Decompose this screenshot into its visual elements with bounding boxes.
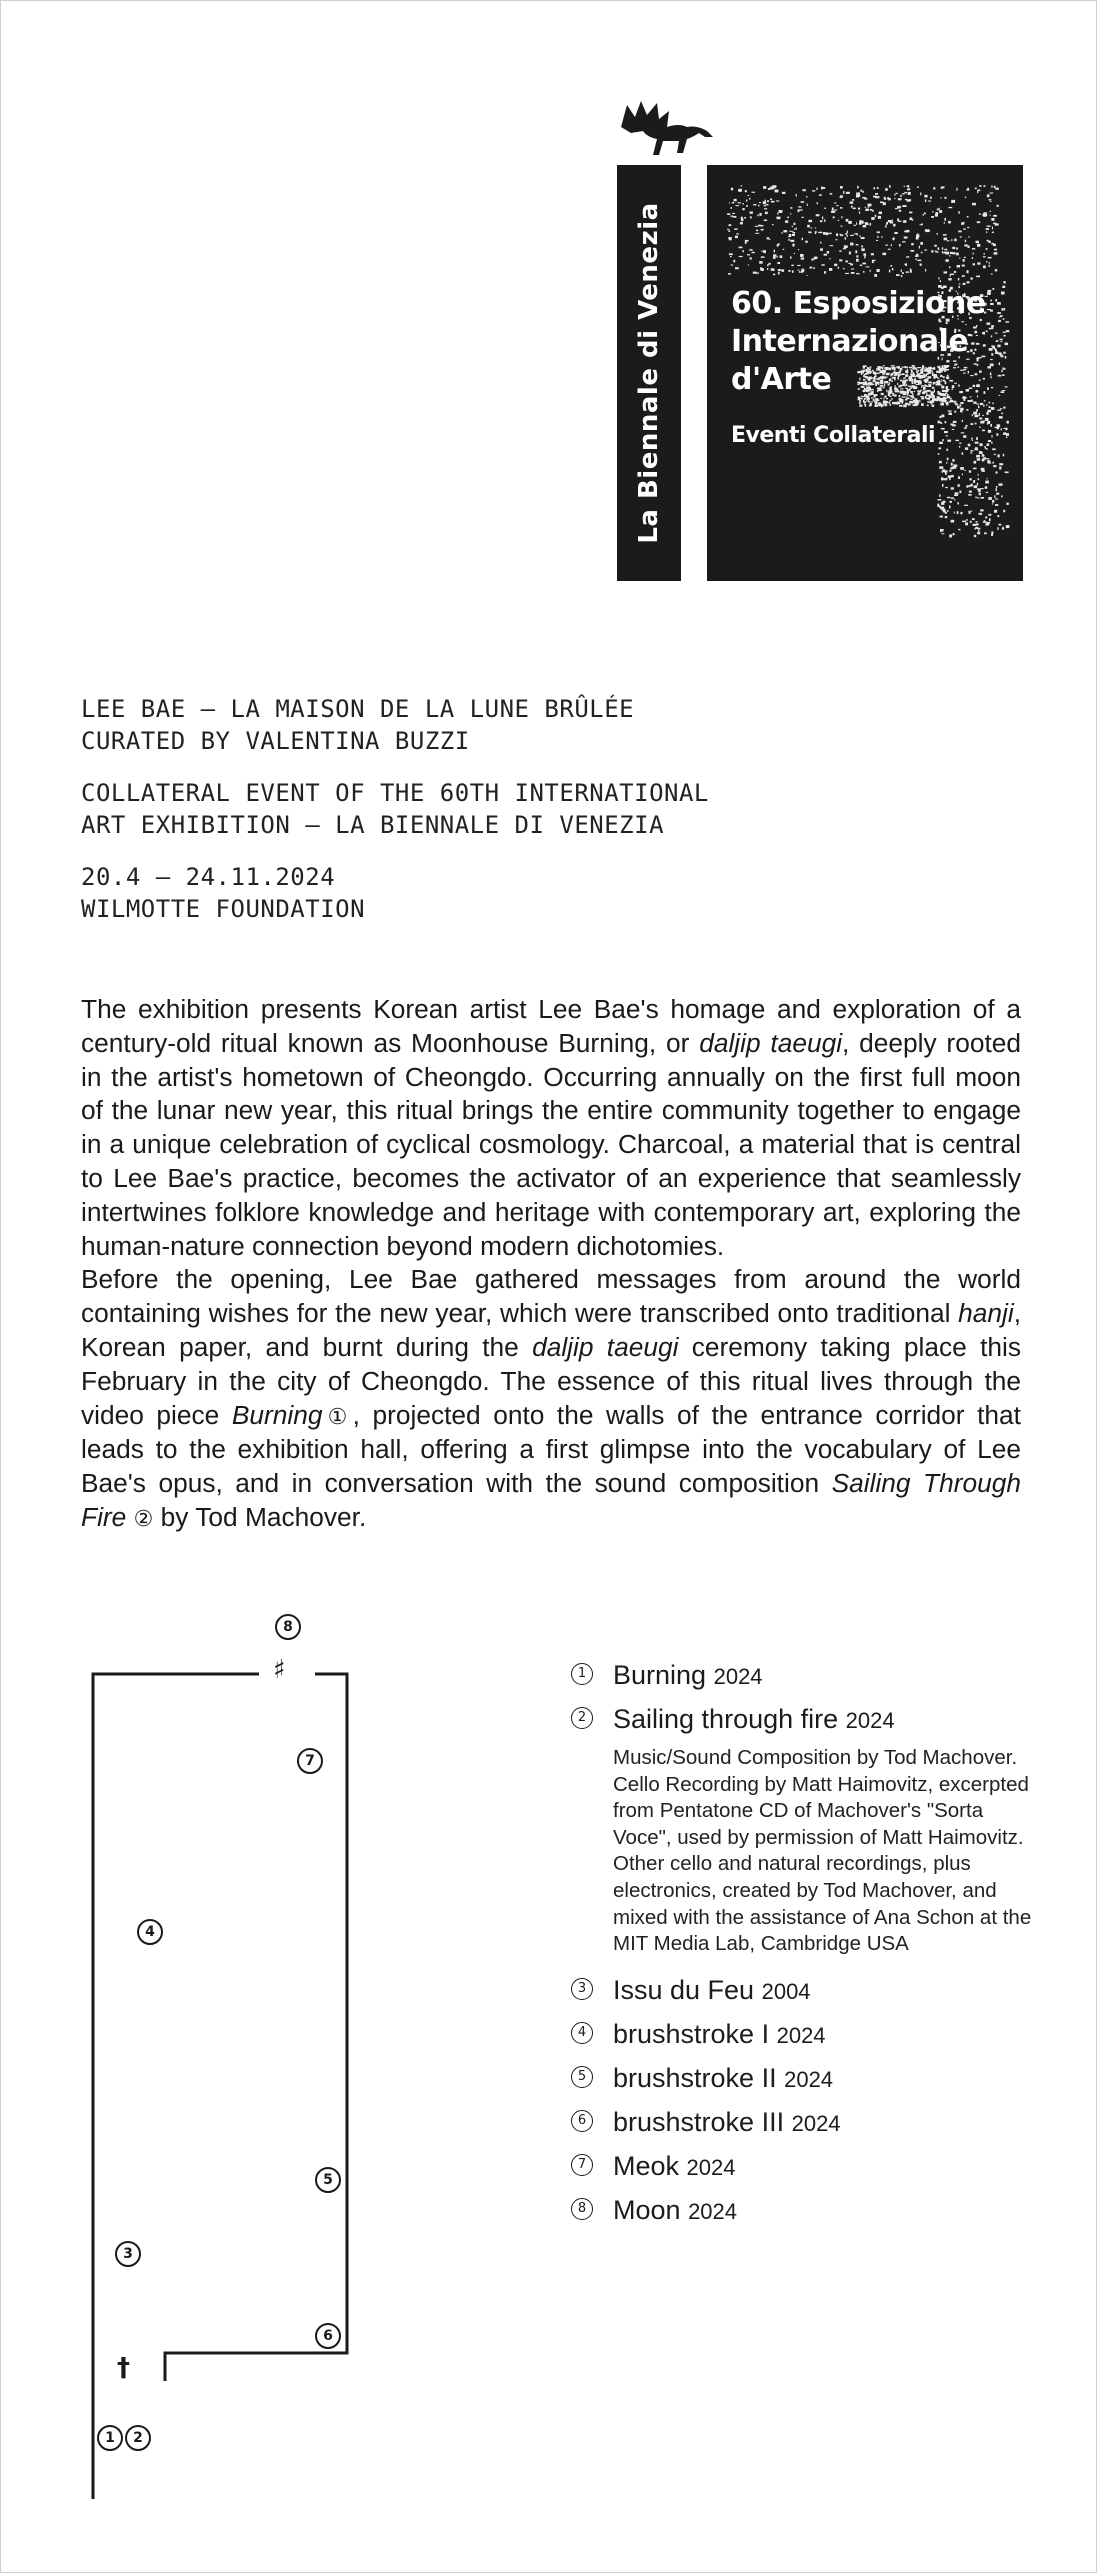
marker-8: 8: [275, 1614, 301, 1640]
biennale-vertical-bar: [617, 165, 681, 581]
marker-2: 2: [125, 2425, 151, 2451]
title-block: [81, 693, 634, 757]
legend-number: 7: [571, 2154, 593, 2176]
date-range: 20.4 – 24.11.2024: [81, 863, 336, 891]
floor-plan: [1, 1561, 401, 2521]
legend-item: 8 Moon 2024: [569, 2192, 1029, 2236]
sound-credit: Music/Sound Composition by Tod Machover. Cello Recording by Matt Haimovitz, excerpted from Pentatone CD of Machover's "Sorta Voce", used by permission of Matt Haimovitz. Other cello and natural recordings, plus electronics, created by Tod Machover, and mixed with the assistance of Ana Schon at the MIT Media Lab, Cambridge USA: [613, 1746, 1032, 1956]
exhibition-title: LEE BAE – LA MAISON DE LA LUNE BRÛLÉE: [81, 695, 635, 723]
venue: WILMOTTE FOUNDATION: [81, 895, 366, 923]
legend-item: 2 Sailing through fire 2024: [569, 1701, 1029, 1745]
description-text: [81, 993, 1021, 1536]
legend-item: 1 Burning 2024: [569, 1657, 1029, 1701]
marker-7: 7: [297, 1748, 323, 1774]
date-block: [81, 861, 365, 925]
event-line-2: ART EXHIBITION – LA BIENNALE DI VENEZIA: [81, 811, 665, 839]
artwork-legend: [569, 1657, 1032, 2236]
legend-number: 2: [571, 1707, 593, 1729]
entrance-mark-bottom: †: [117, 2353, 130, 2383]
event-block: [81, 777, 709, 841]
legend-number: 1: [571, 1663, 593, 1685]
legend-number: 3: [571, 1978, 593, 2000]
badge-subtitle: Eventi Collaterali: [731, 423, 936, 448]
marker-1: 1: [97, 2425, 123, 2451]
biennale-name: La Biennale di Venezia: [634, 202, 664, 544]
winged-lion-icon: [617, 97, 717, 161]
exhibition-badge: [707, 165, 1023, 581]
legend-number: 8: [571, 2198, 593, 2220]
paragraph-2: Before the opening, Lee Bae gathered messages from around the world containing wishes for the new year, which were transcribed onto traditional hanji, Korean paper, and burnt during the daljip taeugi ceremony taking place this February in the city of Cheongdo. The essence of this ritual lives through the video piece Burning①, projected onto the walls of the entrance corridor that leads to the exhibition hall, offering a first glimpse into the vocabulary of Lee Bae's opus, and in conversation with the sound composition Sailing Through Fire ② by Tod Machover.: [81, 1264, 1021, 1532]
legend-item: 7 Meok 2024: [569, 2148, 1029, 2192]
floor-plan-walls: [1, 1561, 401, 2521]
curator-line: CURATED BY VALENTINA BUZZI: [81, 727, 470, 755]
badge-title: 60. Esposizione Internazionale d'Arte: [731, 286, 986, 397]
legend-item: 4 brushstroke I 2024: [569, 2016, 1029, 2060]
event-line-1: COLLATERAL EVENT OF THE 60TH INTERNATIONAL: [81, 779, 709, 807]
legend-item: 3 Issu du Feu 2004: [569, 1972, 1029, 2016]
marker-6: 6: [315, 2323, 341, 2349]
legend-number: 6: [571, 2110, 593, 2132]
marker-3: 3: [115, 2241, 141, 2267]
entrance-mark-top: ♯: [273, 1655, 286, 1685]
marker-5: 5: [315, 2167, 341, 2193]
marker-4: 4: [137, 1919, 163, 1945]
legend-item: 5 brushstroke II 2024: [569, 2060, 1029, 2104]
legend-number: 5: [571, 2066, 593, 2088]
legend-number: 4: [571, 2022, 593, 2044]
paragraph-1: The exhibition presents Korean artist Lee Bae's homage and exploration of a century-old ritual known as Moonhouse Burning, or daljip taeugi, deeply rooted in the artist's hometown of Cheongdo. Occurring annually on the first full moon of the lunar new year, this ritual brings the entire community together to engage in a unique celebration of cyclical cosmology. Charcoal, a material that is central to Lee Bae's practice, becomes the activator of an experience that seamlessly intertwines folklore knowledge and heritage with contemporary art, exploring the human-nature connection beyond modern dichotomies.: [81, 994, 1021, 1261]
legend-item: 6 brushstroke III 2024: [569, 2104, 1029, 2148]
